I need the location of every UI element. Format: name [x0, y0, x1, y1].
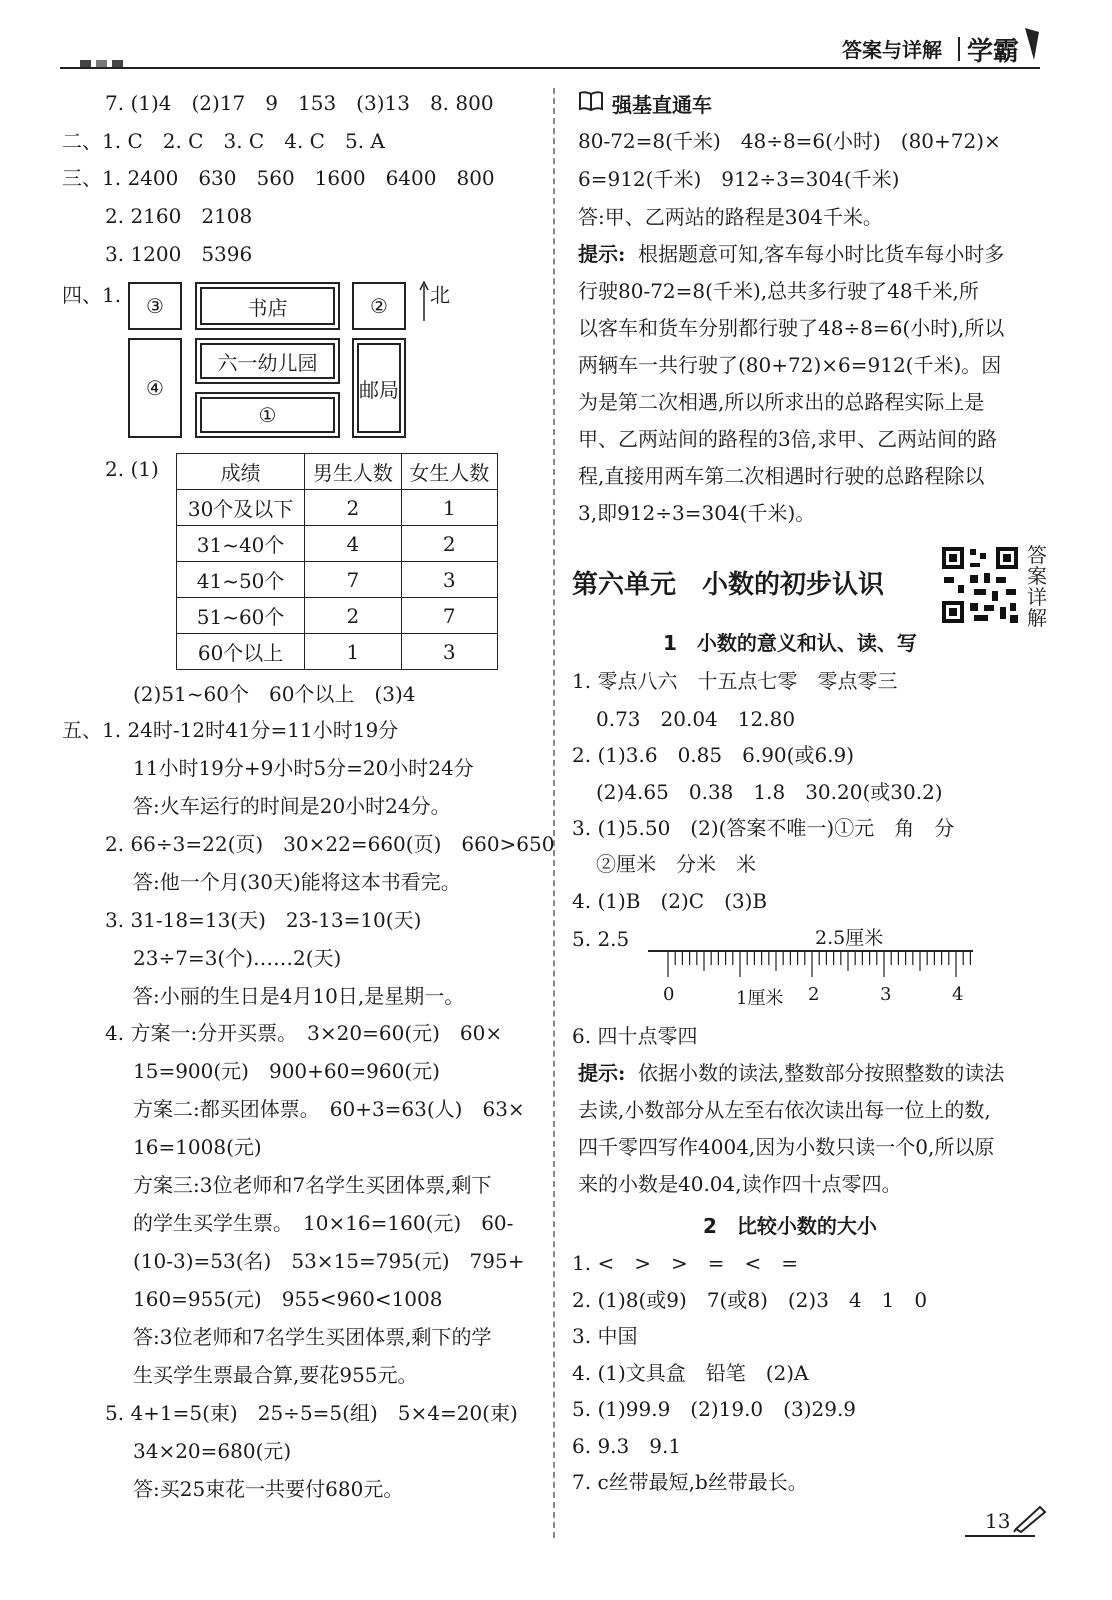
ruler-label-1: 1厘米	[736, 988, 784, 1009]
section-2: 二、1. C 2. C 3. C 4. C 5. A	[62, 129, 385, 153]
table-cell: 7	[401, 598, 497, 634]
table-row	[177, 598, 498, 634]
section-3-2: 2. 2160 2108	[105, 204, 253, 228]
section-5-line: 16=1008(元)	[133, 1135, 262, 1159]
section-5-line: 答:买25束花一共要付680元。	[133, 1477, 404, 1501]
section-5-line: 34×20=680(元)	[133, 1439, 292, 1463]
section-5-line: 答:小丽的生日是4月10日,是星期一。	[133, 984, 465, 1008]
s1-line: 0.73 20.04 12.80	[596, 707, 796, 731]
map-label-post-office: 邮局	[359, 377, 399, 402]
map-plot-3	[128, 282, 182, 330]
map-plot-2	[352, 282, 406, 330]
map-bookstore	[195, 282, 340, 330]
s1-line: (2)4.65 0.38 1.8 30.20(或30.2)	[596, 780, 943, 804]
map-label-4: ④	[146, 376, 164, 400]
north-label: 北	[430, 283, 450, 307]
s1-line: 2. (1)3.6 0.85 6.90(或6.9)	[572, 743, 855, 767]
s2-line: 5. (1)99.9 (2)19.0 (3)29.9	[572, 1397, 857, 1421]
table-row	[177, 562, 498, 598]
brand-pen-icon	[1022, 26, 1042, 66]
section-3-3: 3. 1200 5396	[105, 242, 253, 266]
table-header: 男生人数	[305, 454, 401, 490]
map-label-3: ③	[146, 294, 164, 318]
table-cell: 51~60个	[177, 598, 305, 634]
s2-line: 6. 9.3 9.1	[572, 1434, 682, 1458]
score-table	[176, 453, 498, 670]
ruler-label-0: 0	[663, 984, 675, 1005]
header-title: 答案与详解	[842, 38, 942, 62]
ruler-label-2: 2	[808, 984, 820, 1005]
table-cell: 1	[401, 490, 497, 526]
section-5-line: 答:他一个月(30天)能将这本书看完。	[133, 870, 461, 894]
question-2-part-2: (2)51~60个 60个以上 (3)4	[133, 682, 416, 706]
table-cell: 2	[305, 598, 401, 634]
ruler-caption: 2.5厘米	[815, 927, 884, 949]
qr-caption: 答案详解	[1027, 543, 1047, 630]
section-5-line: 答:火车运行的时间是20小时24分。	[133, 794, 451, 818]
hint-label: 提示:	[578, 242, 626, 266]
hint-line: 3,即912÷3=304(千米)。	[578, 501, 816, 525]
answer-7: 7. (1)4 (2)17 9 153 (3)13 8. 800	[105, 91, 494, 115]
map-label-kindergarten: 六一幼儿园	[217, 350, 318, 375]
table-cell: 4	[305, 526, 401, 562]
qr-code-icon	[940, 545, 1020, 625]
strong-line: 答:甲、乙两站的路程是304千米。	[578, 205, 883, 229]
section-5-line: 答:3位老师和7名学生买团体票,剩下的学	[133, 1325, 492, 1349]
section-5-line: 2. 66÷3=22(页) 30×22=660(页) 660>650	[105, 832, 555, 856]
s2-line: 2. (1)8(或9) 7(或8) (2)3 4 1 0	[572, 1288, 928, 1312]
section-4-label: 四、1.	[62, 283, 122, 307]
hint-line: 根据题意可知,客车每小时比货车每小时多	[638, 242, 1005, 266]
map-kindergarten	[195, 338, 340, 384]
s2-line: 7. c丝带最短,b丝带最长。	[572, 1470, 808, 1494]
section-5-line: 23÷7=3(个)……2(天)	[133, 946, 342, 970]
section-3-1: 三、1. 2400 630 560 1600 6400 800	[62, 166, 495, 190]
hint2-line: 来的小数是40.04,读作四十点零四。	[578, 1172, 902, 1196]
section-5-line: (10-3)=53(名) 53×15=795(元) 795+	[133, 1249, 525, 1273]
question-2-label: 2. (1)	[105, 457, 159, 481]
strong-line: 80-72=8(千米) 48÷8=6(小时) (80+72)×	[578, 129, 1001, 153]
hint2-line: 依据小数的读法,整数部分按照整数的读法	[638, 1061, 1005, 1085]
s1-line: ②厘米 分米 米	[596, 852, 756, 876]
subsection-2-title: 2 比较小数的大小	[703, 1214, 877, 1238]
hint-line: 两辆车一共行驶了(80+72)×6=912(千米)。因	[578, 353, 1002, 377]
strong-section-title: 强基直通车	[612, 93, 712, 117]
section-5-line: 生买学生票最合算,要花955元。	[133, 1363, 418, 1387]
table-row	[177, 526, 498, 562]
table-header-row	[177, 454, 498, 490]
table-cell: 31~40个	[177, 526, 305, 562]
s1-line: 1. 零点八六 十五点七零 零点零三	[572, 669, 898, 693]
table-row	[177, 490, 498, 526]
s2-line: 3. 中国	[572, 1324, 638, 1348]
header-divider	[958, 37, 960, 61]
table-cell: 1	[305, 634, 401, 670]
section-5-line: 方案三:3位老师和7名学生买团体票,剩下	[133, 1173, 492, 1197]
section-5-line: 五、1. 24时-12时41分=11小时19分	[62, 718, 399, 742]
table-cell: 2	[305, 490, 401, 526]
ruler-label-4: 4	[952, 984, 964, 1005]
map-plot-4	[128, 338, 182, 438]
hint2-line: 四千零四写作4004,因为小数只读一个0,所以原	[578, 1135, 995, 1159]
north-arrow-icon	[418, 281, 430, 327]
hint-line: 程,直接用两车第二次相遇时行驶的总路程除以	[578, 464, 985, 488]
table-cell: 41~50个	[177, 562, 305, 598]
book-icon	[578, 90, 604, 116]
question-6: 6. 四十点零四	[572, 1024, 698, 1048]
subsection-1-title: 1 小数的意义和认、读、写	[663, 631, 917, 655]
section-5-line: 5. 4+1=5(束) 25÷5=5(组) 5×4=20(束)	[105, 1401, 518, 1425]
hint2-line: 去读,小数部分从左至右依次读出每一位上的数,	[578, 1098, 991, 1122]
map-label-2: ②	[370, 294, 388, 318]
hint-line: 甲、乙两站间的路程的3倍,求甲、乙两站间的路	[578, 427, 998, 451]
page-number: 13	[985, 1509, 1011, 1533]
s1-line: 4. (1)B (2)C (3)B	[572, 889, 768, 913]
section-5-line: 160=955(元) 955<960<1008	[133, 1287, 443, 1311]
question-5-label: 5. 2.5	[572, 927, 630, 951]
hint2-label: 提示:	[578, 1061, 626, 1085]
column-divider	[553, 88, 555, 1538]
s1-line: 3. (1)5.50 (2)(答案不唯一)①元 角 分	[572, 816, 955, 840]
map-plot-1	[195, 392, 340, 438]
header-rule	[60, 67, 1040, 69]
map-label-1: ①	[258, 403, 277, 427]
section-5-line: 的学生买学生票。 10×16=160(元) 60-	[133, 1211, 514, 1235]
section-5-line: 11小时19分+9小时5分=20小时24分	[133, 756, 474, 780]
map-post-office	[352, 338, 406, 438]
s2-line: 4. (1)文具盒 铅笔 (2)A	[572, 1361, 809, 1385]
hint-line: 行驶80-72=8(千米),总共多行驶了48千米,所	[578, 279, 979, 303]
pen-icon	[1012, 1503, 1048, 1537]
section-5-line: 方案二:都买团体票。 60+3=63(人) 63×	[133, 1097, 525, 1121]
ruler-label-3: 3	[880, 984, 892, 1005]
table-cell: 3	[401, 562, 497, 598]
table-cell: 2	[401, 526, 497, 562]
unit-title: 第六单元 小数的初步认识	[572, 570, 885, 600]
table-cell: 60个以上	[177, 634, 305, 670]
table-header: 成绩	[177, 454, 305, 490]
table-cell: 7	[305, 562, 401, 598]
s2-line: 1. < > > = < =	[572, 1251, 798, 1275]
table-header: 女生人数	[401, 454, 497, 490]
table-row	[177, 634, 498, 670]
strong-line: 6=912(千米) 912÷3=304(千米)	[578, 167, 900, 191]
hint-line: 以客车和货车分别都行驶了48÷8=6(小时),所以	[578, 316, 1005, 340]
section-5-line: 4. 方案一:分开买票。 3×20=60(元) 60×	[105, 1021, 503, 1045]
hint-line: 为是第二次相遇,所以所求出的总路程实际上是	[578, 390, 985, 414]
ruler-diagram	[648, 948, 973, 980]
section-5-line: 15=900(元) 900+60=960(元)	[133, 1059, 440, 1083]
brand-logo: 学霸	[967, 37, 1020, 67]
section-5-line: 3. 31-18=13(天) 23-13=10(天)	[105, 908, 422, 932]
table-cell: 30个及以下	[177, 490, 305, 526]
table-cell: 3	[401, 634, 497, 670]
map-label-bookstore: 书店	[247, 295, 288, 320]
